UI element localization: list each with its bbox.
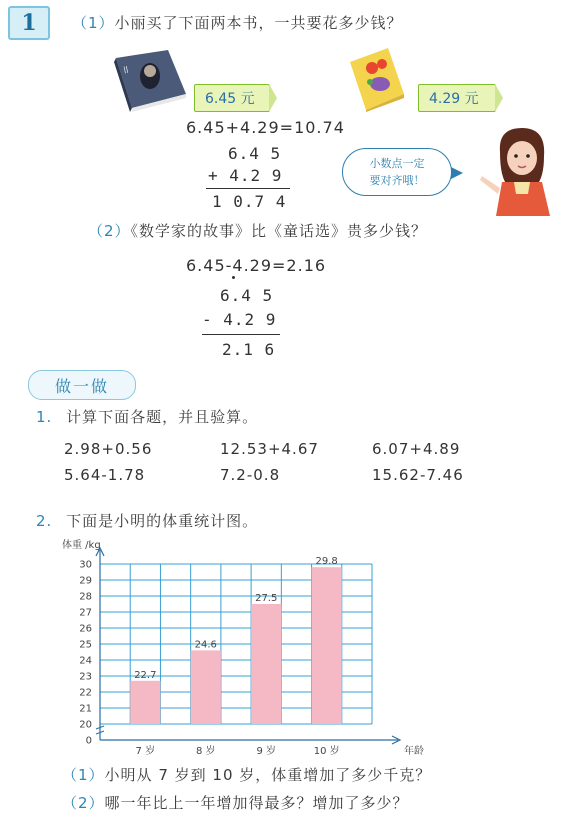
practice-item-1 [36, 406, 258, 427]
bar-3 [251, 604, 281, 724]
price-tag-1 [194, 84, 270, 112]
chart-question-2 [62, 792, 409, 813]
bar-4 [312, 567, 342, 724]
practice-item-1-number: 1. [36, 408, 53, 426]
y-tick-label-27: 27 [79, 607, 92, 619]
question-1-text: 小丽买了下面两本书，一共要花多少钱？ [114, 14, 403, 32]
practice-item-2-text: 下面是小明的体重统计图。 [66, 512, 259, 530]
practice-title: 做一做 [28, 370, 136, 400]
bar-value-label-2: 24.6 [194, 639, 217, 651]
question-1-number: （1） [72, 14, 115, 32]
subtraction-row-1: 6.4 5 [220, 286, 274, 305]
question-2 [88, 220, 427, 241]
bubble-line-2: 要对齐哦！ [369, 174, 425, 187]
question-1 [72, 12, 403, 33]
chart-question-2-number: （2） [62, 794, 105, 812]
exercise-6: 15.62-7.46 [372, 466, 464, 484]
fairy-tale-book-image [348, 48, 406, 112]
y-tick-label-28: 28 [79, 591, 92, 603]
practice-item-2 [36, 510, 258, 531]
x-tick-label-3: 9 岁 [256, 746, 276, 757]
chart-question-2-text: 哪一年比上一年增加得最多？增加了多少？ [104, 794, 409, 812]
y-tick-label-25: 25 [79, 639, 92, 651]
girl-illustration [478, 122, 556, 216]
addition-row-2: + 4.2 9 [208, 166, 283, 185]
math-book-image [110, 50, 190, 112]
chart-question-1-number: （1） [62, 766, 105, 784]
x-tick-label-1: 7 岁 [135, 746, 156, 757]
addition-equation: 6.45+4.29=10.74 [186, 118, 345, 137]
svg-text:||: || [122, 65, 130, 74]
y-axis-label: 体重 /kg [62, 540, 101, 551]
chart-question-1-text: 小明从 7 岁到 10 岁，体重增加了多少千克？ [104, 766, 432, 784]
y-tick-label-30: 30 [79, 559, 92, 571]
subtraction-result: 2.1 6 [222, 340, 276, 359]
x-tick-label-2: 8 岁 [196, 746, 216, 757]
exercise-5: 7.2-0.8 [220, 466, 281, 484]
y-tick-label-0: 0 [85, 735, 92, 747]
weight-bar-chart [60, 534, 424, 757]
subtraction-equation: 6.45-4.29=2.16 [186, 256, 327, 275]
borrow-dot [232, 276, 235, 279]
addition-row-1: 6.4 5 [228, 144, 282, 163]
addition-result: 1 0.7 4 [212, 192, 287, 211]
exercise-3: 6.07+4.89 [372, 440, 461, 458]
chart-question-1 [62, 764, 431, 785]
question-2-text: 《数学家的故事》比《童话选》贵多少钱？ [130, 222, 428, 240]
x-axis-label: 年龄 [404, 746, 424, 757]
exercise-4: 5.64-1.78 [64, 466, 146, 484]
bar-value-label-4: 29.8 [315, 556, 338, 568]
question-2-number: （2） [88, 222, 131, 240]
bar-value-label-1: 22.7 [134, 669, 157, 681]
exercise-2: 12.53+4.67 [220, 440, 319, 458]
y-tick-label-22: 22 [79, 687, 92, 699]
y-tick-label-23: 23 [79, 671, 92, 683]
subtraction-row-2: - 4.2 9 [202, 310, 277, 329]
y-tick-label-29: 29 [79, 575, 92, 587]
y-tick-label-21: 21 [79, 703, 92, 715]
y-tick-label-24: 24 [79, 655, 92, 667]
decimal-align-bubble [342, 148, 452, 196]
bar-2 [191, 650, 221, 724]
bar-value-label-3: 27.5 [255, 593, 278, 604]
y-tick-label-20: 20 [79, 719, 92, 731]
subtraction-line [202, 334, 280, 335]
bubble-line-1: 小数点一定 [369, 157, 425, 170]
x-tick-label-4: 10 岁 [313, 746, 340, 757]
price-tag-2 [418, 84, 496, 112]
exercise-1: 2.98+0.56 [64, 440, 153, 458]
practice-item-1-text: 计算下面各题，并且验算。 [66, 408, 259, 426]
addition-line [206, 188, 290, 189]
bar-1 [130, 681, 160, 724]
problem-badge: 1 [8, 6, 50, 40]
y-tick-label-26: 26 [79, 623, 92, 635]
practice-item-2-number: 2. [36, 512, 53, 530]
price-tag-1-text: 6.45 元 [205, 91, 255, 107]
price-tag-2-text: 4.29 元 [429, 91, 479, 107]
